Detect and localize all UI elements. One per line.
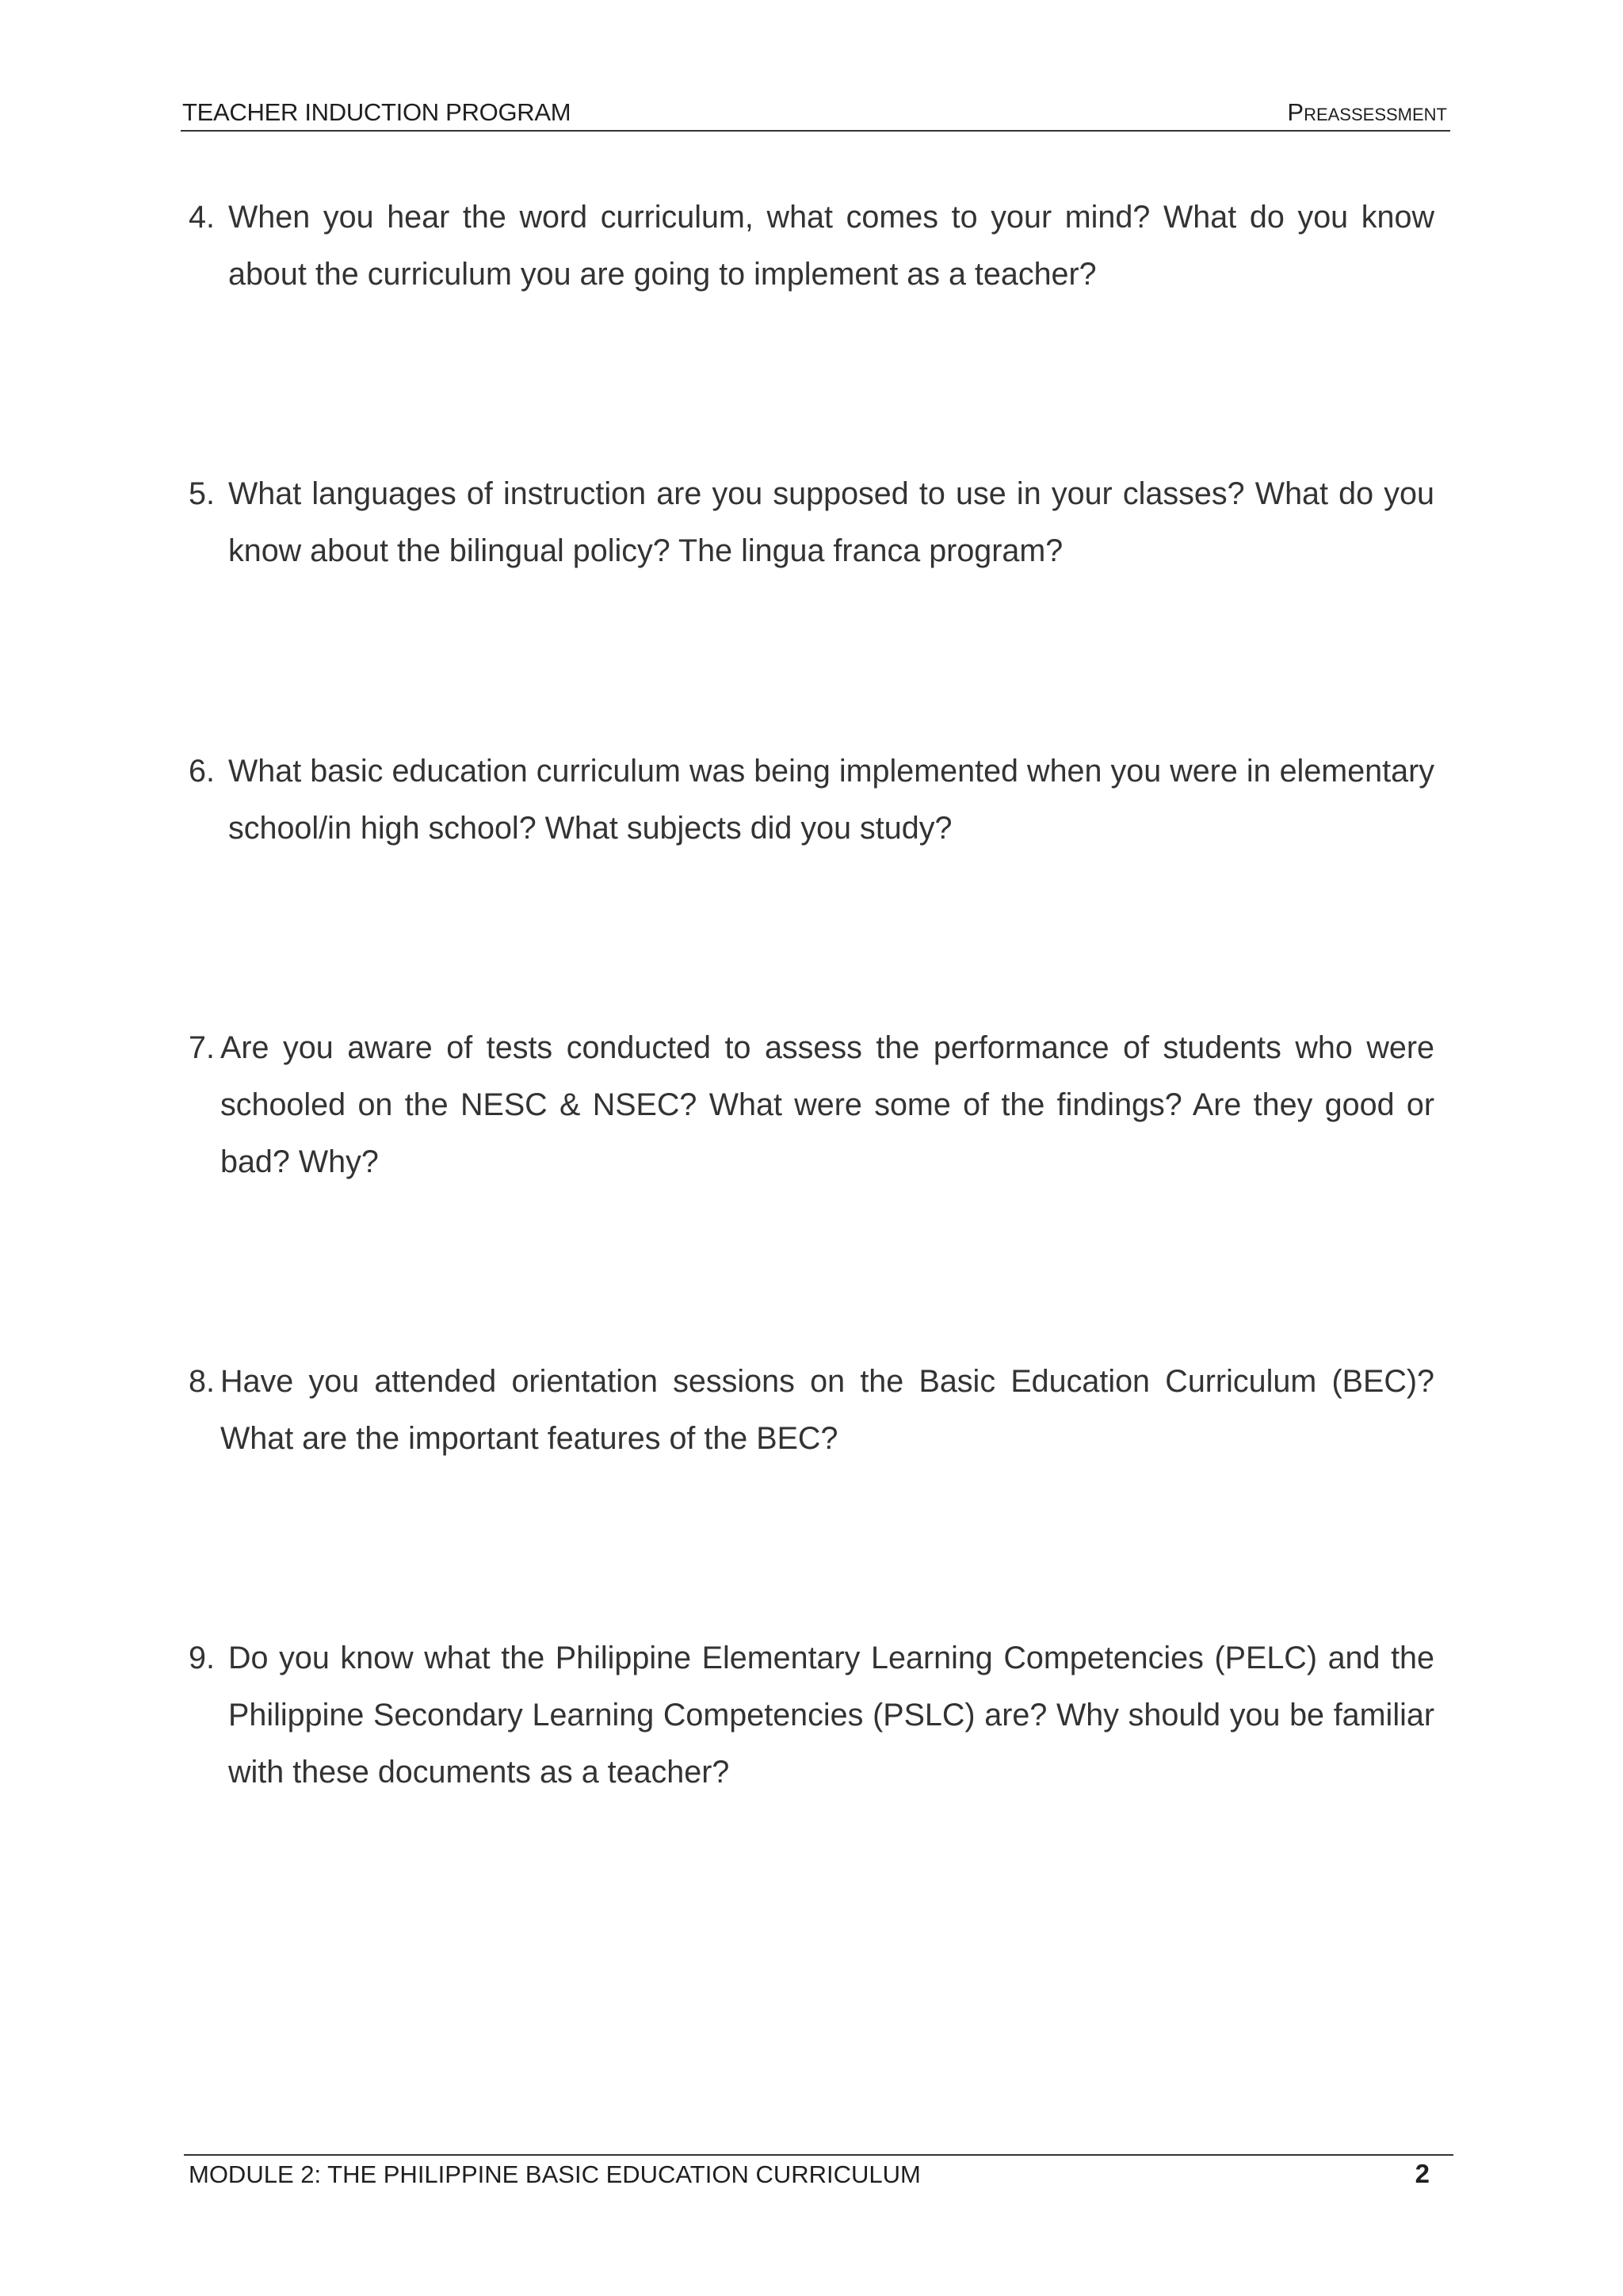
- question-number: 6.: [189, 754, 215, 789]
- question-text: What basic education curriculum was being implemented when you were in elementary school/in high school? What subjects did you study?: [228, 754, 1434, 846]
- footer-module-title: MODULE 2: THE PHILIPPINE BASIC EDUCATION CURRICULUM: [189, 2160, 921, 2188]
- question-item-9: [189, 1629, 1434, 1801]
- question-number: 9.: [189, 1641, 215, 1675]
- question-text: What languages of instruction are you supposed to use in your classes? What do you know about the bilingual policy? The lingua franca program?: [228, 476, 1434, 568]
- page-number: 2: [1415, 2159, 1430, 2188]
- question-text: Have you attended orientation sessions on the Basic Education Curriculum (BEC)? What are the important features of the BEC?: [220, 1364, 1434, 1456]
- question-number: 7.: [189, 1030, 215, 1065]
- question-number: 8.: [189, 1364, 215, 1399]
- page-footer: [184, 2154, 1453, 2203]
- question-item-7: [189, 1019, 1434, 1190]
- question-item-4: [189, 189, 1434, 303]
- question-item-6: [189, 743, 1434, 857]
- question-item-5: [189, 465, 1434, 579]
- question-text: When you hear the word curriculum, what comes to your mind? What do you know about the curriculum you are going to implement as a teacher?: [228, 200, 1434, 292]
- question-item-8: [189, 1353, 1434, 1467]
- header-section-title: Preassessment: [1287, 98, 1447, 126]
- question-text: Are you aware of tests conducted to assess the performance of students who were schooled on the NESC & NSEC? What were some of the findings? Are they good or bad? Why?: [220, 1030, 1434, 1179]
- page-header: [181, 95, 1450, 132]
- question-number: 5.: [189, 476, 215, 511]
- question-number: 4.: [189, 200, 215, 235]
- header-program-title: TEACHER INDUCTION PROGRAM: [182, 98, 571, 126]
- question-text: Do you know what the Philippine Elementary Learning Competencies (PELC) and the Philippine Secondary Learning Competencies (PSLC) are? Why should you be familiar with these documents as a teacher?: [228, 1641, 1434, 1790]
